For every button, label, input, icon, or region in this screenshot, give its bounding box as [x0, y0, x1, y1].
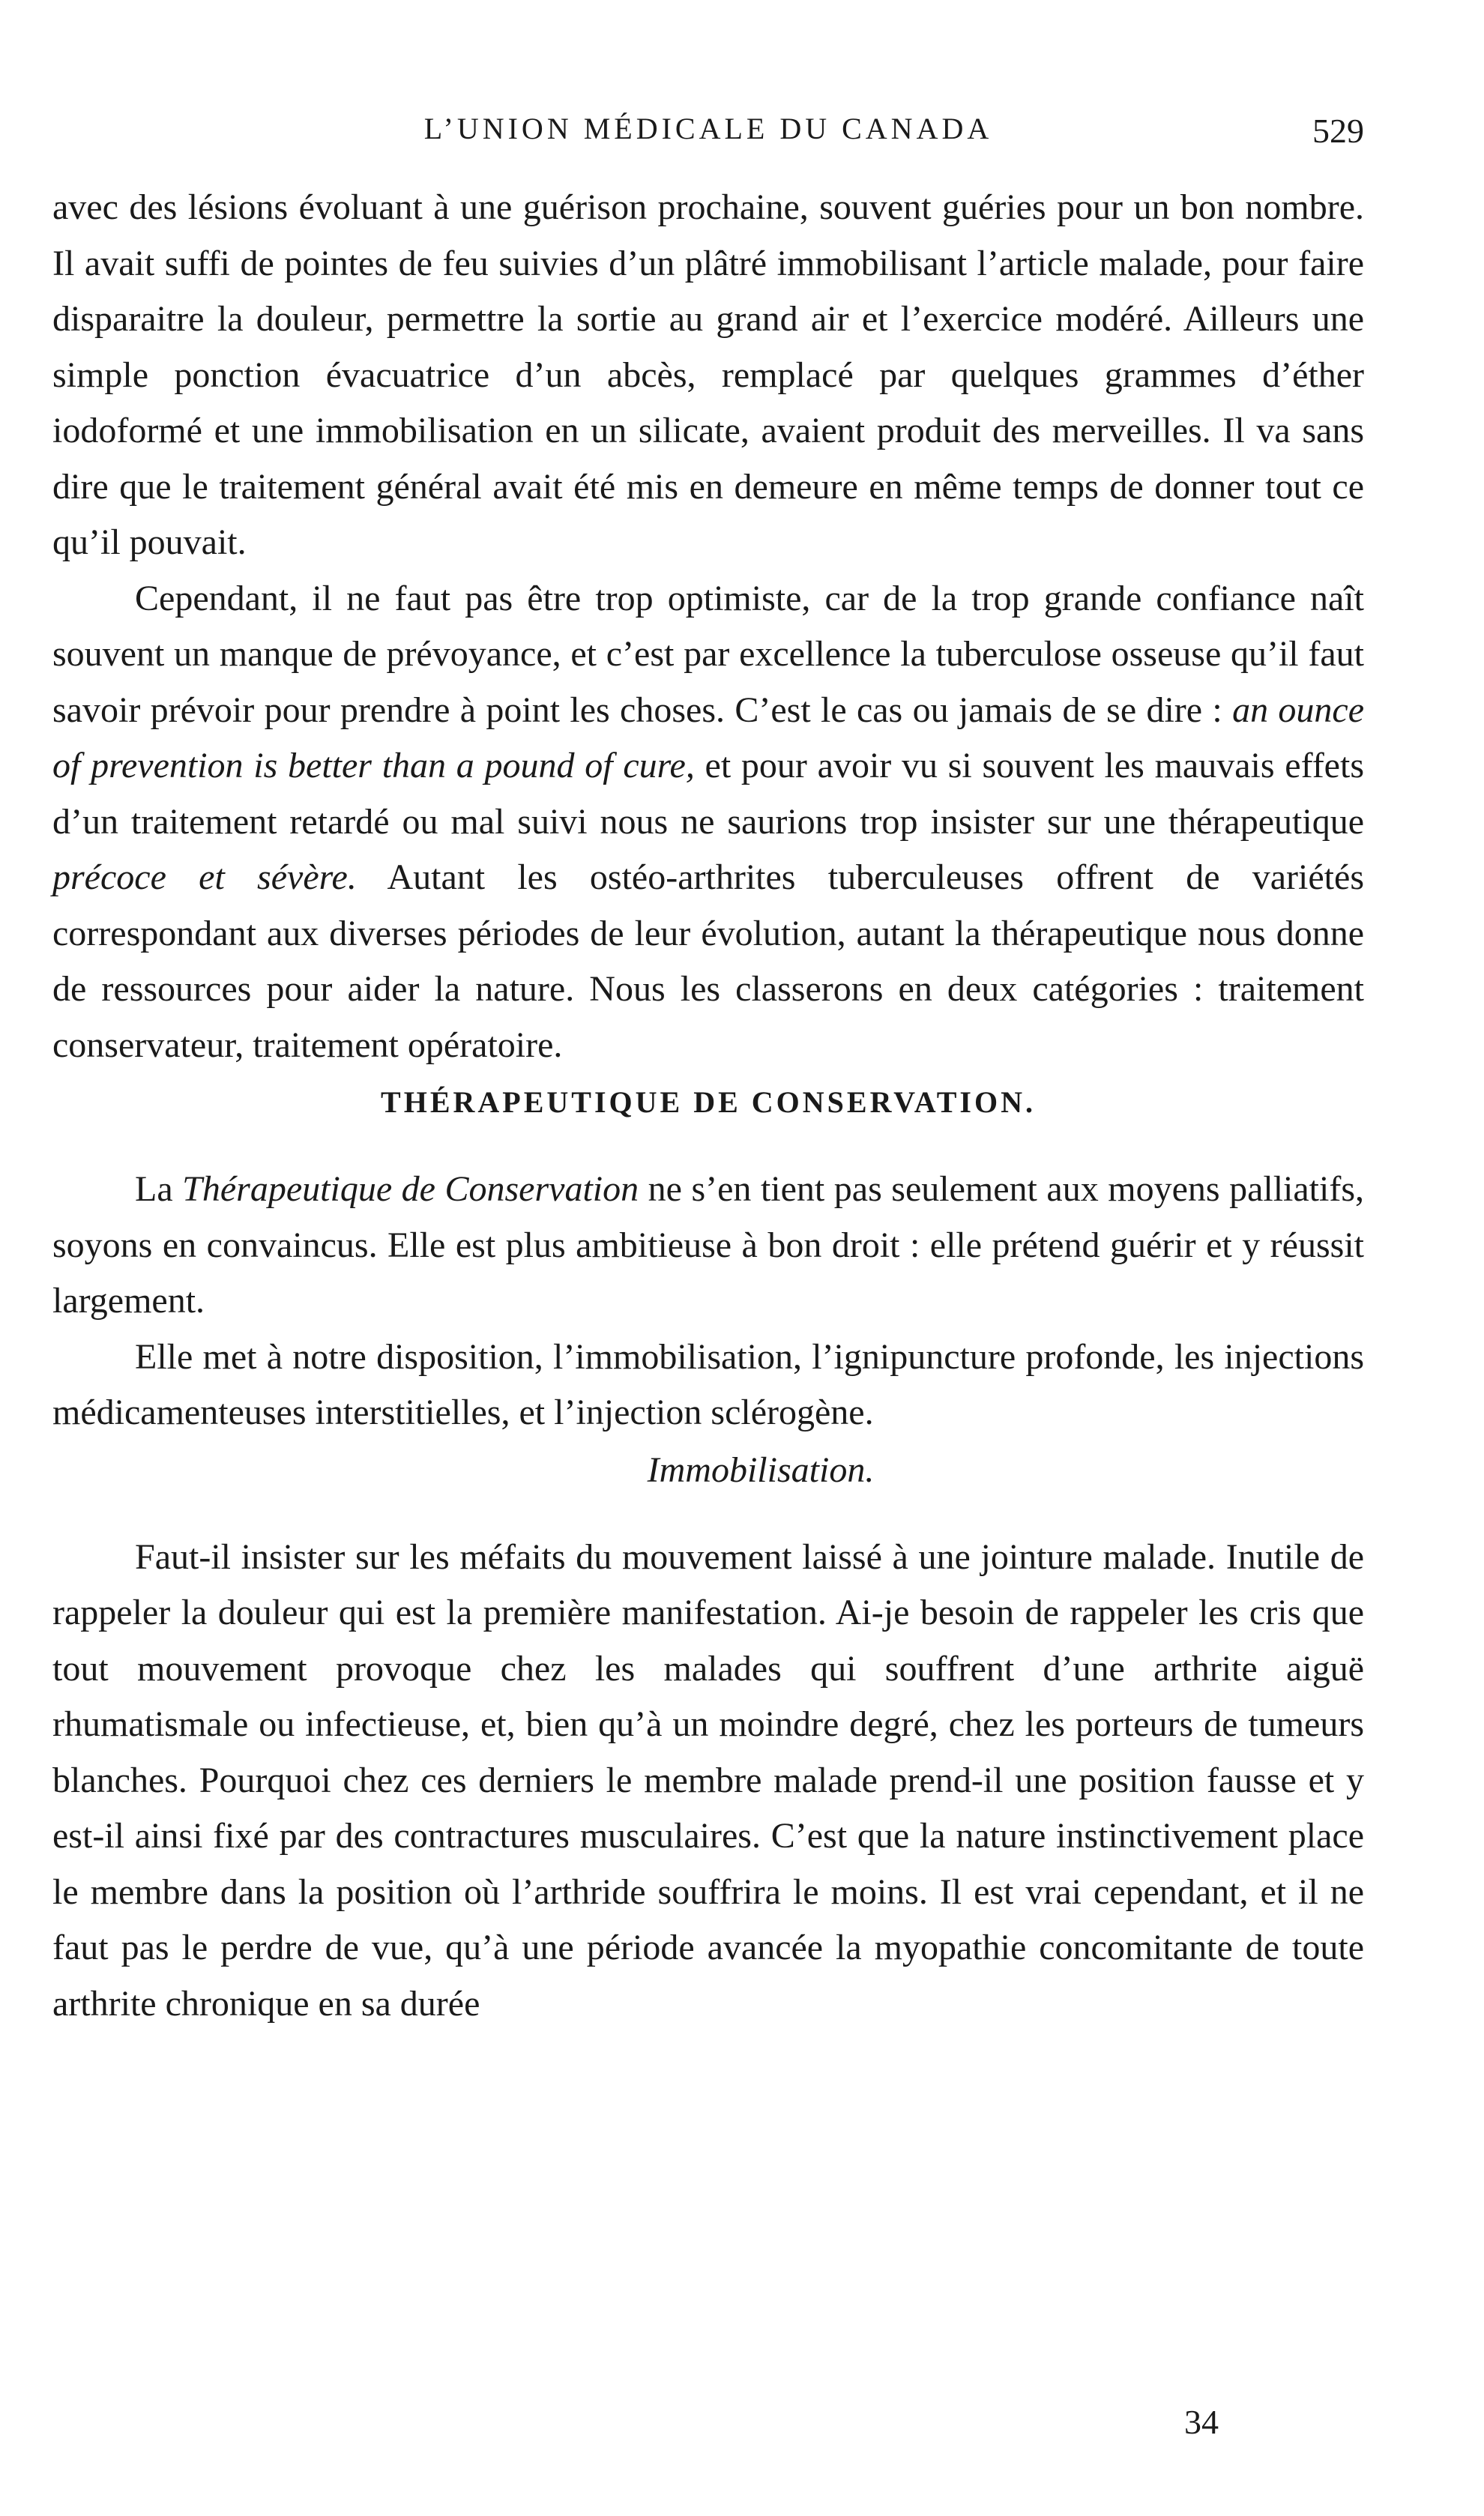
- paragraph-3-term: Thérapeutique de Conservation: [182, 1169, 639, 1209]
- page-header: [52, 105, 1364, 157]
- paragraph-3: [52, 1162, 1364, 1330]
- paragraph-2-part-1: Cependant, il ne faut pas être trop optimiste, car de la trop grande confiance naît souvent un manque de prévoyance, et c’est par excellence la tuberculose osseuse qu’il faut savoir prévoir pour prendre à point les choses. C’est le cas ou jamais de se dire :: [52, 578, 1364, 730]
- paragraph-3-rest: ne s’en tient pas seulement aux moyens palliatifs, soyons en convaincus. Elle est plus ambitieuse à bon droit : elle prétend guérir et y réussit largement.: [52, 1169, 1365, 1321]
- section-heading: THÉRAPEUTIQUE DE CONSERVATION.: [381, 1085, 1036, 1119]
- paragraph-5: Faut-il insister sur les méfaits du mouvement laissé à une jointure malade. Inutile de rappeler la douleur qui est la première manifestation. Ai-je besoin de rappeler les cris que tout mouvement provoque chez les malades qui souffrent d’une arthrite aiguë rhumatismale ou infectieuse, et, bien qu’à un moindre degré, chez les porteurs de tumeurs blanches. Pourquoi chez ces derniers le membre malade prend-il une position fausse et y est-il ainsi fixé par des contractures musculaires. C’est que la nature instinctivement place le membre dans la position où l’arthride souffrira le moins. Il est vrai cependant, et il ne faut pas le perdre de vue, qu’à une période avancée la myopathie concomitante de toute arthrite chronique en sa durée: [52, 1536, 1364, 2024]
- paragraph-2-proverb: an ounce of prevention is better than a pound of cure,: [52, 690, 1364, 785]
- paragraph-2-part-2: et pour avoir vu si souvent les mauvais effets d’un traitement retardé ou mal suivi nous ne saurions trop insister sur une thérapeutique: [52, 746, 1364, 842]
- paragraph-2-part-3: Autant les ostéo-arthrites tuberculeuses offrent de variétés correspondant aux diverses périodes de leur évolution, autant la thérapeutique nous donne de ressources pour aider la nature. Nous les classerons en deux catégories : traitement conservateur, traitement opératoire.: [52, 857, 1364, 1065]
- page-number: 529: [1312, 112, 1364, 150]
- subsection-heading: Immobilisation.: [647, 1449, 875, 1490]
- body-text: [52, 180, 1364, 2032]
- paragraph-2: [52, 571, 1364, 1074]
- running-title: L’UNION MÉDICALE DU CANADA: [423, 112, 993, 145]
- paragraph-2-emphasis: précoce et sévère.: [52, 857, 357, 897]
- paragraph-3-lead: La: [135, 1169, 183, 1209]
- signature-mark: 34: [1184, 2403, 1219, 2441]
- paragraph-1: avec des lésions évoluant à une guérison prochaine, souvent guéries pour un bon nombre. Il avait suffi de pointes de feu suivies d’un plâtré immobilisant l’article malade, pour faire disparaitre la douleur, permettre la sortie au grand air et l’exercice modéré. Ailleurs une simple ponction évacuatrice d’un abcès, remplacé par quelques grammes d’éther iodoformé et une immobilisation en un silicate, avaient produit des merveilles. Il va sans dire que le traitement général avait été mis en demeure en même temps de donner tout ce qu’il pouvait.: [52, 187, 1364, 562]
- paragraph-4: Elle met à notre disposition, l’immobilisation, l’ignipuncture profonde, les injections médicamenteuses interstitielles, et l’injection sclérogène.: [52, 1336, 1364, 1432]
